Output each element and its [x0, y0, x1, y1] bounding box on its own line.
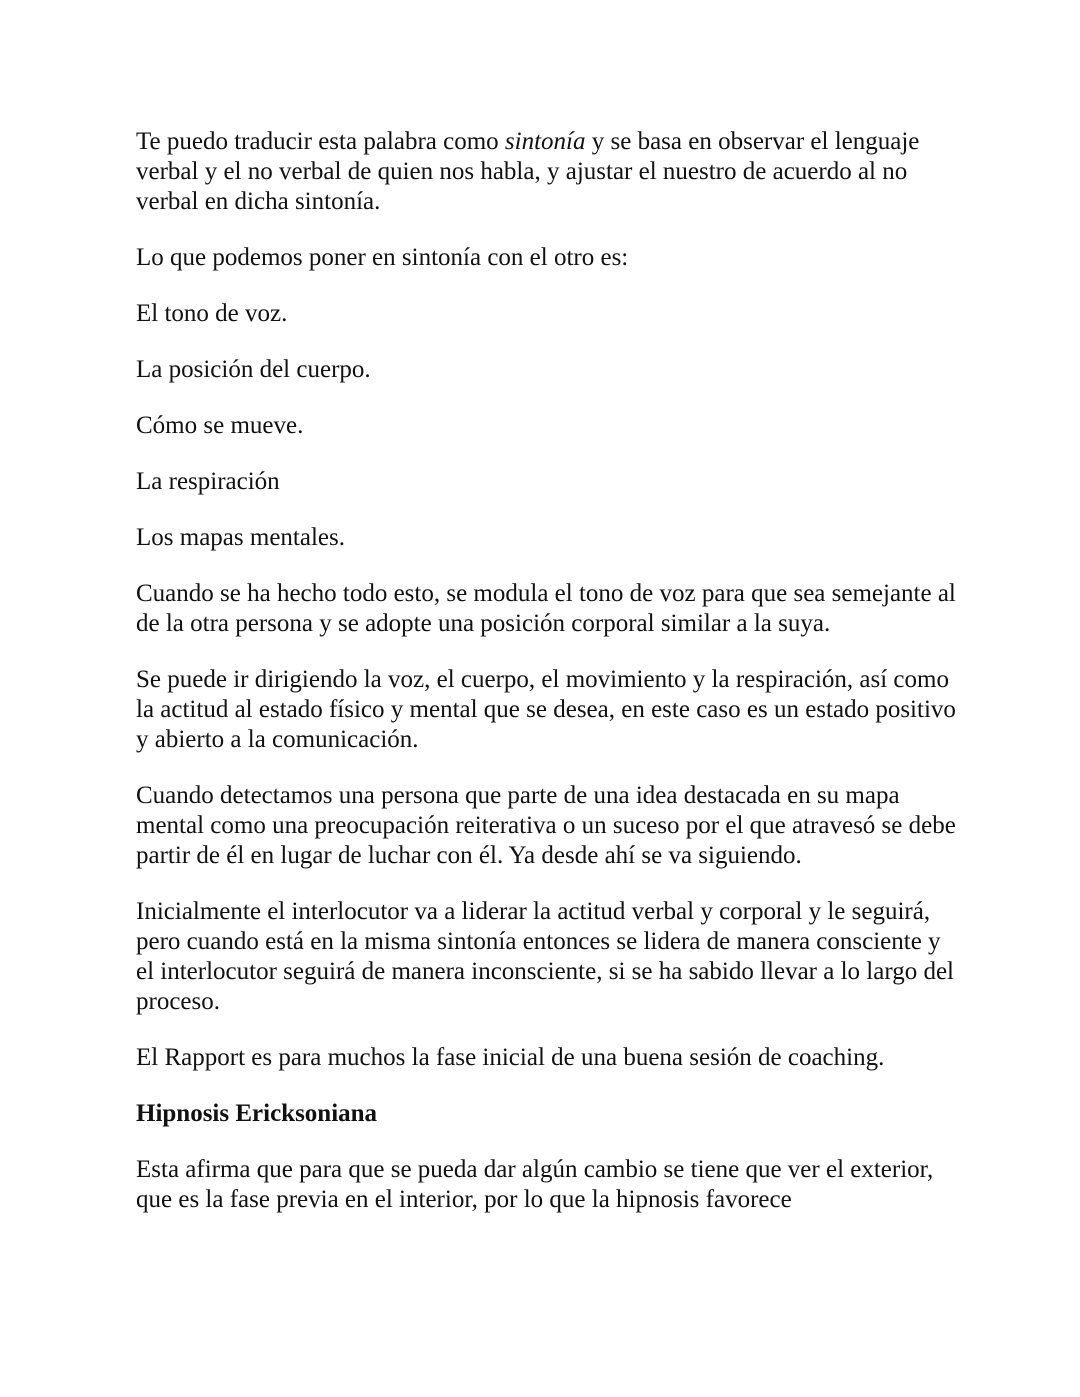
paragraph: El Rapport es para muchos la fase inicial de una buena sesión de coaching. — [136, 1044, 885, 1071]
paragraph-list-intro: Lo que podemos poner en sintonía con el otro es: — [136, 244, 629, 271]
list-item: Los mapas mentales. — [136, 524, 345, 551]
list-item: Cómo se mueve. — [136, 412, 304, 439]
list-item: La respiración — [136, 468, 280, 495]
list-item: El tono de voz. — [136, 300, 288, 327]
document-page — [136, 127, 956, 1241]
paragraph: Se puede ir dirigiendo la voz, el cuerpo, el movimiento y la respiración, así como la actitud al estado físico y mental que se desea, en este caso es un estado positivo y abierto a la comunicación. — [136, 666, 956, 753]
paragraph: Cuando detectamos una persona que parte de una idea destacada en su mapa mental como una preocupación reiterativa o un suceso por el que atravesó se debe partir de él en lugar de luchar con él. Ya desde ahí se va siguiendo. — [136, 782, 956, 869]
paragraph: Esta afirma que para que se pueda dar algún cambio se tiene que ver el exterior, que es la fase previa en el interior, por lo que la hipnosis favorece — [136, 1156, 934, 1213]
list-item: La posición del cuerpo. — [136, 356, 371, 383]
paragraph: Inicialmente el interlocutor va a liderar la actitud verbal y corporal y le seguirá, pero cuando está en la misma sintonía entonces se lidera de manera consciente y el interlocutor seguirá de manera inconsciente, si se ha sabido llevar a lo largo del proceso. — [136, 898, 954, 1015]
section-heading: Hipnosis Ericksoniana — [136, 1100, 378, 1127]
paragraph: Cuando se ha hecho todo esto, se modula el tono de voz para que sea semejante al de la otra persona y se adopte una posición corporal similar a la suya. — [136, 580, 956, 637]
italic-term: sintonía — [504, 128, 586, 155]
paragraph-intro: Te puedo traducir esta palabra como sintonía y se basa en observar el lenguaje verbal y el no verbal de quien nos habla, y ajustar el nuestro de acuerdo al no verbal en dicha sintonía. — [136, 128, 920, 215]
